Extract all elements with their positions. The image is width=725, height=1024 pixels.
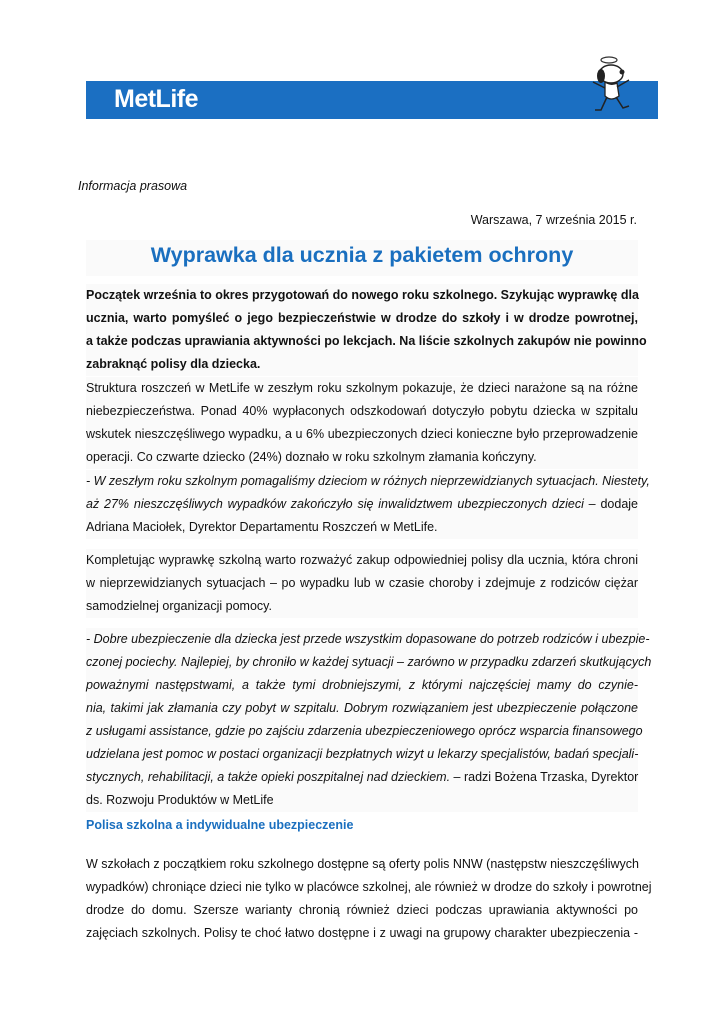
quote-trzaska: [86, 628, 652, 812]
text-line: samodzielnej organizacji pomocy.: [86, 599, 272, 613]
lead-paragraph: [86, 284, 647, 376]
paragraph-polisy: [86, 853, 652, 945]
document-date: Warszawa, 7 września 2015 r.: [470, 213, 637, 227]
quote-line: poważnymi następstwami, a także tymi drobniejszymi, z którymi najczęściej mamy do czynie-: [86, 678, 638, 692]
text-line: zajęciach szkolnych. Polisy te choć łatwo dostępne i z uwagi na grupowy charakter ubezpieczenia -: [86, 926, 638, 940]
quote-line-italic: aż 27% nieszczęśliwych wypadków zakończyło się inwalidztwem ubezpieczonych dzieci: [86, 497, 584, 511]
snoopy-mascot-icon: [581, 52, 637, 118]
quote-line: udzielana jest pomoc w postaci organizacji bezpłatnych wizyt u lekarzy specjalistów, badań specjali-: [86, 747, 639, 761]
lead-line: Początek września to okres przygotowań do nowego roku szkolnego. Szykując wyprawkę dla: [86, 288, 639, 302]
text-line: W szkołach z początkiem roku szkolnego dostępne są oferty polis NNW (następstw nieszczęśliwych: [86, 857, 639, 871]
text-line: w nieprzewidzianych sytuacjach – po wypadku lub w czasie choroby i zdejmuje z rodziców ciężar: [86, 576, 638, 590]
quote-line: [86, 493, 638, 516]
quote-attribution: ds. Rozwoju Produktów w MetLife: [86, 793, 274, 807]
section-heading: Polisa szkolna a indywidualne ubezpieczenie: [86, 818, 354, 832]
text-line: Struktura roszczeń w MetLife w zeszłym roku szkolnym pokazuje, że dzieci narażone są na różne: [86, 381, 638, 395]
quote-line-rest: – radzi Bożena Trzaska, Dyrektor: [450, 770, 639, 784]
quote-line-italic: stycznych, rehabilitacji, a także opieki poszpitalnej nad dzieckiem.: [86, 770, 451, 784]
lead-line: zabraknąć polisy dla dziecka.: [86, 357, 261, 371]
quote-line: czonej pociechy. Najlepiej, by chroniło w każdej sytuacji – zarówno w przypadku zdarzeń skutkujących: [86, 655, 652, 669]
paragraph-wyprawka: [86, 549, 638, 618]
document-label: Informacja prasowa: [78, 179, 188, 193]
lead-line: ucznia, warto pomyśleć o jego bezpieczeństwie w drodze do szkoły i w drodze powrotnej,: [86, 311, 638, 325]
text-line: wskutek nieszczęśliwego wypadku, a u 6% ubezpieczonych dzieci konieczne było przeprowadzenie: [86, 427, 638, 441]
metlife-logo: MetLife: [114, 85, 198, 113]
quote-line: z usługami assistance, gdzie po zajściu zdarzenia ubezpieczeniowego oprócz wsparcia finansowego: [86, 724, 643, 738]
quote-line: - Dobre ubezpieczenie dla dziecka jest przede wszystkim dopasowane do potrzeb rodziców i ubezpie-: [86, 632, 650, 646]
quote-line-rest: – dodaje: [583, 497, 638, 511]
quote-line: nia, takimi jak złamania czy pobyt w szpitalu. Dobrym rozwiązaniem jest ubezpieczenie połączone: [86, 701, 638, 715]
quote-maciolek: [86, 470, 650, 539]
lead-line: a także podczas uprawiania aktywności po lekcjach. Na liście szkolnych zakupów nie powinno: [86, 334, 647, 348]
text-line: Kompletując wyprawkę szkolną warto rozważyć zakup odpowiedniej polisy dla ucznia, która chroni: [86, 553, 638, 567]
page-title: Wyprawka dla ucznia z pakietem ochrony: [150, 243, 574, 267]
text-line: niebezpieczeństwa. Ponad 40% wypłaconych odszkodowań dotyczyło pobytu dziecka w szpitalu: [86, 404, 638, 418]
paragraph-claims: [86, 377, 638, 469]
quote-line: [86, 766, 638, 789]
text-line: wypadków) chroniące dzieci nie tylko w placówce szkolnej, ale również w drodze do szkoły i powrotnej: [86, 880, 652, 894]
text-line: drodze do domu. Szersze warianty chronią również dzieci podczas uprawiania aktywności po: [86, 903, 638, 917]
text-line: operacji. Co czwarte dziecko (24%) doznało w roku szkolnym złamania kończyny.: [86, 450, 537, 464]
quote-line: - W zeszłym roku szkolnym pomagaliśmy dzieciom w różnych nieprzewidzianych sytuacjach. Niestety,: [86, 474, 650, 488]
quote-attribution: Adriana Maciołek, Dyrektor Departamentu Roszczeń w MetLife.: [86, 520, 438, 534]
